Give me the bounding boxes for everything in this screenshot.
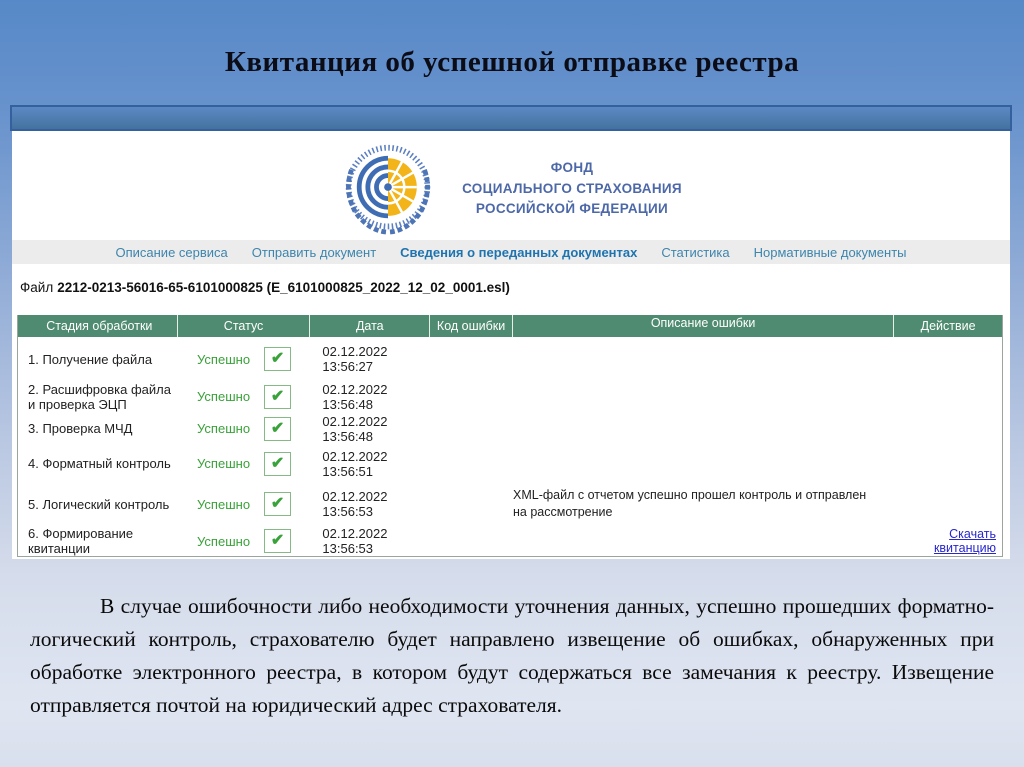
header-error-description: Описание ошибки <box>513 315 894 337</box>
date-cell: 02.12.2022 13:56:51 <box>322 448 388 479</box>
portal-screenshot-window <box>10 105 1012 559</box>
file-label: Файл <box>20 280 54 295</box>
download-receipt-link[interactable]: Скачать квитанцию <box>933 527 996 555</box>
slide-paragraph: В случае ошибочности либо необходимости уточнения данных, успешно прошедших форматно-логический контроль, страхователю будет направлено извещение об ошибках, обнаруженных при обработке электронного реестра, в котором будут содержаться все замечания к реестру. Извещение отправляется почтой на юридический адрес страхователя. <box>30 594 994 717</box>
table-header-row <box>18 315 1002 337</box>
nav-item-statistics[interactable]: Статистика <box>661 244 730 260</box>
date-cell: 02.12.2022 13:56:53 <box>322 526 388 556</box>
window-titlebar <box>10 105 1012 131</box>
table-row <box>18 381 1002 412</box>
table-row <box>18 445 1002 482</box>
success-check-icon: ✔ <box>264 385 291 409</box>
processing-stages-table <box>17 315 1003 557</box>
org-name-line1: ФОНД <box>550 159 594 175</box>
status-cell <box>178 529 311 553</box>
file-line <box>20 280 1010 295</box>
status-text: Успешно <box>197 533 251 549</box>
portal-header <box>12 131 1010 238</box>
header-date: Дата <box>310 315 430 337</box>
slide-title: Квитанция об успешной отправке реестра <box>224 46 800 78</box>
date-cell: 02.12.2022 13:56:53 <box>322 489 388 519</box>
header-stage: Стадия обработки <box>18 315 178 337</box>
status-text: Успешно <box>197 456 251 471</box>
status-cell <box>178 452 311 476</box>
org-name <box>462 158 682 221</box>
success-check-icon: ✔ <box>264 452 291 476</box>
window-content <box>12 131 1010 559</box>
status-cell <box>178 417 311 441</box>
nav-item-normative-documents[interactable]: Нормативные документы <box>753 244 907 260</box>
date-cell: 02.12.2022 13:56:48 <box>322 413 388 444</box>
status-cell <box>178 347 311 371</box>
fss-logo-icon <box>340 141 436 237</box>
stage-cell: 4. Форматный контроль <box>28 456 171 471</box>
stage-cell: 6. Формирование квитанции <box>28 526 134 556</box>
status-text: Успешно <box>197 351 251 367</box>
stage-cell: 2. Расшифровка файла и проверка ЭЦП <box>28 381 171 412</box>
header-action: Действие <box>920 319 976 333</box>
status-cell <box>178 492 311 516</box>
table-row <box>18 337 1002 381</box>
status-text: Успешно <box>197 496 251 512</box>
nav-item-service-description[interactable]: Описание сервиса <box>115 244 228 260</box>
stage-cell: 5. Логический контроль <box>28 496 170 512</box>
org-name-line2: СОЦИАЛЬНОГО СТРАХОВАНИЯ <box>462 180 682 196</box>
file-value: 2212-0213-56016-65-6101000825 (E_6101000825_2022_12_02_0001.esl) <box>57 280 510 295</box>
date-cell: 02.12.2022 13:56:48 <box>322 381 388 412</box>
stage-cell: 3. Проверка МЧД <box>28 421 133 436</box>
org-name-line3: РОССИЙСКОЙ ФЕДЕРАЦИИ <box>475 201 669 217</box>
date-cell: 02.12.2022 13:56:27 <box>322 344 388 374</box>
nav-item-transferred-documents[interactable]: Сведения о переданных документах <box>400 244 638 260</box>
table-row <box>18 412 1002 445</box>
stage-cell: 1. Получение файла <box>28 351 153 367</box>
header-status: Статус <box>178 315 311 337</box>
error-description-cell: XML-файл с отчетом успешно прошел контроль и отправлен на рассмотрение <box>513 488 867 519</box>
table-row <box>18 526 1002 556</box>
nav-item-send-document[interactable]: Отправить документ <box>251 244 377 260</box>
success-check-icon: ✔ <box>264 529 291 553</box>
portal-navbar <box>12 240 1010 264</box>
success-check-icon: ✔ <box>264 347 291 371</box>
table-row <box>18 482 1002 526</box>
success-check-icon: ✔ <box>264 417 291 441</box>
status-text: Успешно <box>197 421 251 436</box>
success-check-icon: ✔ <box>264 492 291 516</box>
status-text: Успешно <box>197 389 251 404</box>
header-error-code: Код ошибки <box>430 315 513 337</box>
action-cell <box>894 527 1002 555</box>
status-cell <box>178 385 311 409</box>
